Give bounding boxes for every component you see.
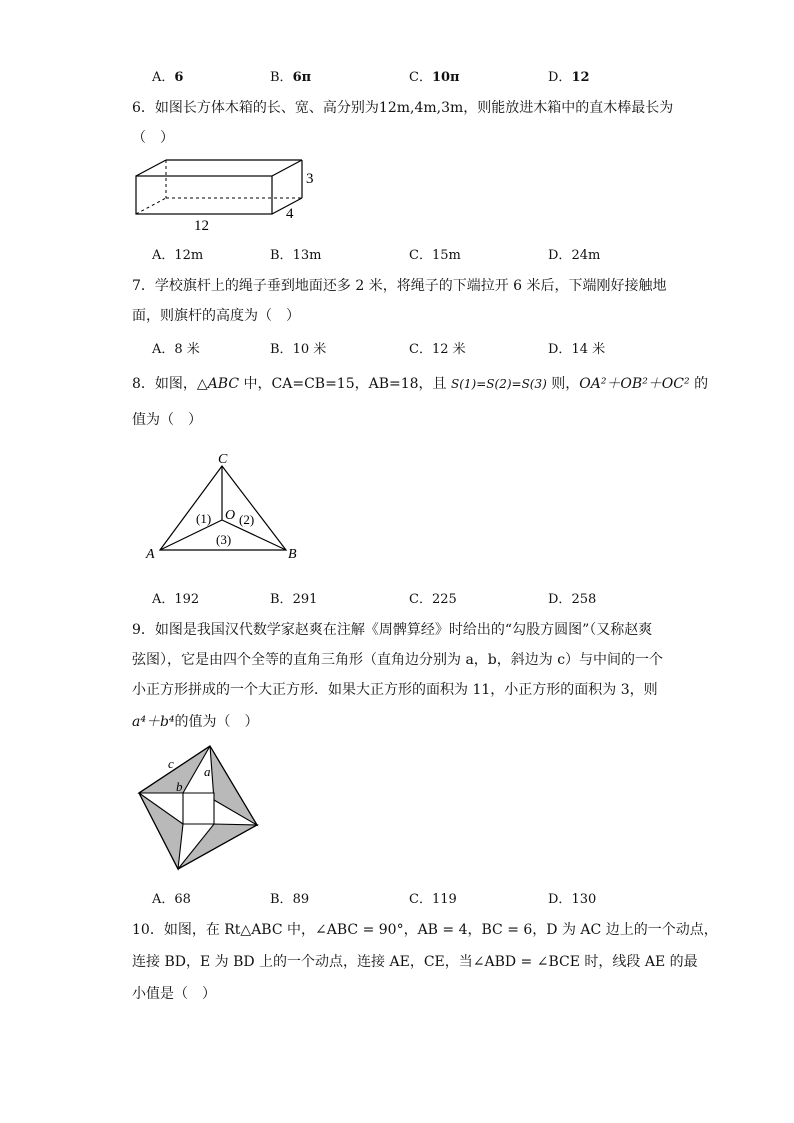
q6-option-b: B．13m xyxy=(270,248,322,263)
q6-text-line2: （ ） xyxy=(132,130,174,146)
q9-label-c: c xyxy=(168,756,174,771)
q7-option-c: C．12 米 xyxy=(409,342,466,357)
q9-inner-square xyxy=(183,793,214,824)
q5-option-a: A．6 xyxy=(152,70,184,85)
q9-text-line2: 弦图），它是由四个全等的直角三角形（直角边分别为 a，b，斜边为 c）与中间的一个 xyxy=(132,652,664,668)
q9-text-line3: 小正方形拼成的一个大正方形．如果大正方形的面积为 11，小正方形的面积为 3，则 xyxy=(132,682,658,698)
q8-triangle-symbol: △ABC xyxy=(196,376,240,392)
q7-option-a: A．8 米 xyxy=(152,342,200,357)
q8-label-b: B xyxy=(288,547,297,562)
q7-text-line2: 面，则旗杆的高度为（ ） xyxy=(132,308,300,324)
q8-area-expression: S(1)=S(2)=S(3) xyxy=(451,377,547,391)
q9-options xyxy=(152,888,712,908)
q8-label-o: O xyxy=(225,508,236,523)
q9-option-d: D．130 xyxy=(548,892,597,907)
q7-options xyxy=(152,338,712,358)
q5-option-b: B．6π xyxy=(270,70,312,85)
q9-option-b: B．89 xyxy=(270,892,310,907)
q8-option-d: D．258 xyxy=(548,592,597,607)
q10-text-line3: 小值是（ ） xyxy=(132,986,216,1002)
q8-label-a: A xyxy=(146,547,155,562)
q6-option-a: A．12m xyxy=(152,248,204,263)
q9-label-b: b xyxy=(176,779,183,794)
q8-triangle-figure xyxy=(140,448,310,563)
q5-options xyxy=(152,66,712,86)
q5-option-d: D．12 xyxy=(548,70,590,85)
q9-text-line4: a⁴＋b⁴的值为（ ） xyxy=(132,714,259,730)
q7-text-line1: 7．学校旗杆上的绳子垂到地面还多 2 米，将绳子的下端拉开 6 米后，下端刚好接触地 xyxy=(132,278,667,294)
q7-option-b: B．10 米 xyxy=(270,342,327,357)
q9-power-expression: a⁴＋b⁴ xyxy=(132,714,175,730)
q9-text-line1: 9．如图是我国汉代数学家赵爽在注解《周髀算经》时给出的“勾股方圆图”（又称赵爽 xyxy=(132,622,653,638)
q6-box-figure xyxy=(128,154,328,234)
q5-option-c: C．10π xyxy=(409,70,460,85)
q6-option-d: D．24m xyxy=(548,248,601,263)
q8-region-1: (1) xyxy=(196,511,212,526)
q6-width-label: 4 xyxy=(286,206,294,222)
q8-region-3: (3) xyxy=(216,532,232,547)
q6-height-label: 3 xyxy=(306,171,314,187)
q6-text-line1: 6．如图长方体木箱的长、宽、高分别为12m,4m,3m，则能放进木箱中的直木棒最长为 xyxy=(132,100,674,116)
q10-text-line2: 连接 BD，E 为 BD 上的一个动点，连接 AE，CE，当∠ABD = ∠BCE 时，线段 AE 的最 xyxy=(132,954,698,970)
q8-option-c: C．225 xyxy=(409,592,457,607)
q6-option-c: C．15m xyxy=(409,248,461,263)
q8-text-line2: 值为（ ） xyxy=(132,412,202,428)
q6-options xyxy=(152,244,712,264)
q9-option-a: A．68 xyxy=(152,892,191,907)
q10-text-line1: 10．如图，在 Rt△ABC 中，∠ABC = 90°，AB = 4，BC = 6，D 为 AC 边上的一个动点， xyxy=(132,922,718,938)
q8-option-b: B．291 xyxy=(270,592,318,607)
q8-label-c: C xyxy=(218,452,228,467)
q8-options xyxy=(152,588,712,608)
q9-zhao-shuang-figure xyxy=(132,740,264,872)
q8-option-a: A．192 xyxy=(152,592,200,607)
q8-region-2: (2) xyxy=(239,512,255,527)
q8-sum-expression: OA²＋OB²＋OC² xyxy=(579,376,690,392)
q9-option-c: C．119 xyxy=(409,892,457,907)
q7-option-d: D．14 米 xyxy=(548,342,606,357)
q9-label-a: a xyxy=(204,764,211,779)
q8-text-line1: 8．如图，△ABC 中，CA=CB=15，AB=18，且 S(1)=S(2)=S(3) 则，OA²＋OB²＋OC² 的 xyxy=(132,376,709,392)
q6-length-label: 12 xyxy=(194,218,209,234)
